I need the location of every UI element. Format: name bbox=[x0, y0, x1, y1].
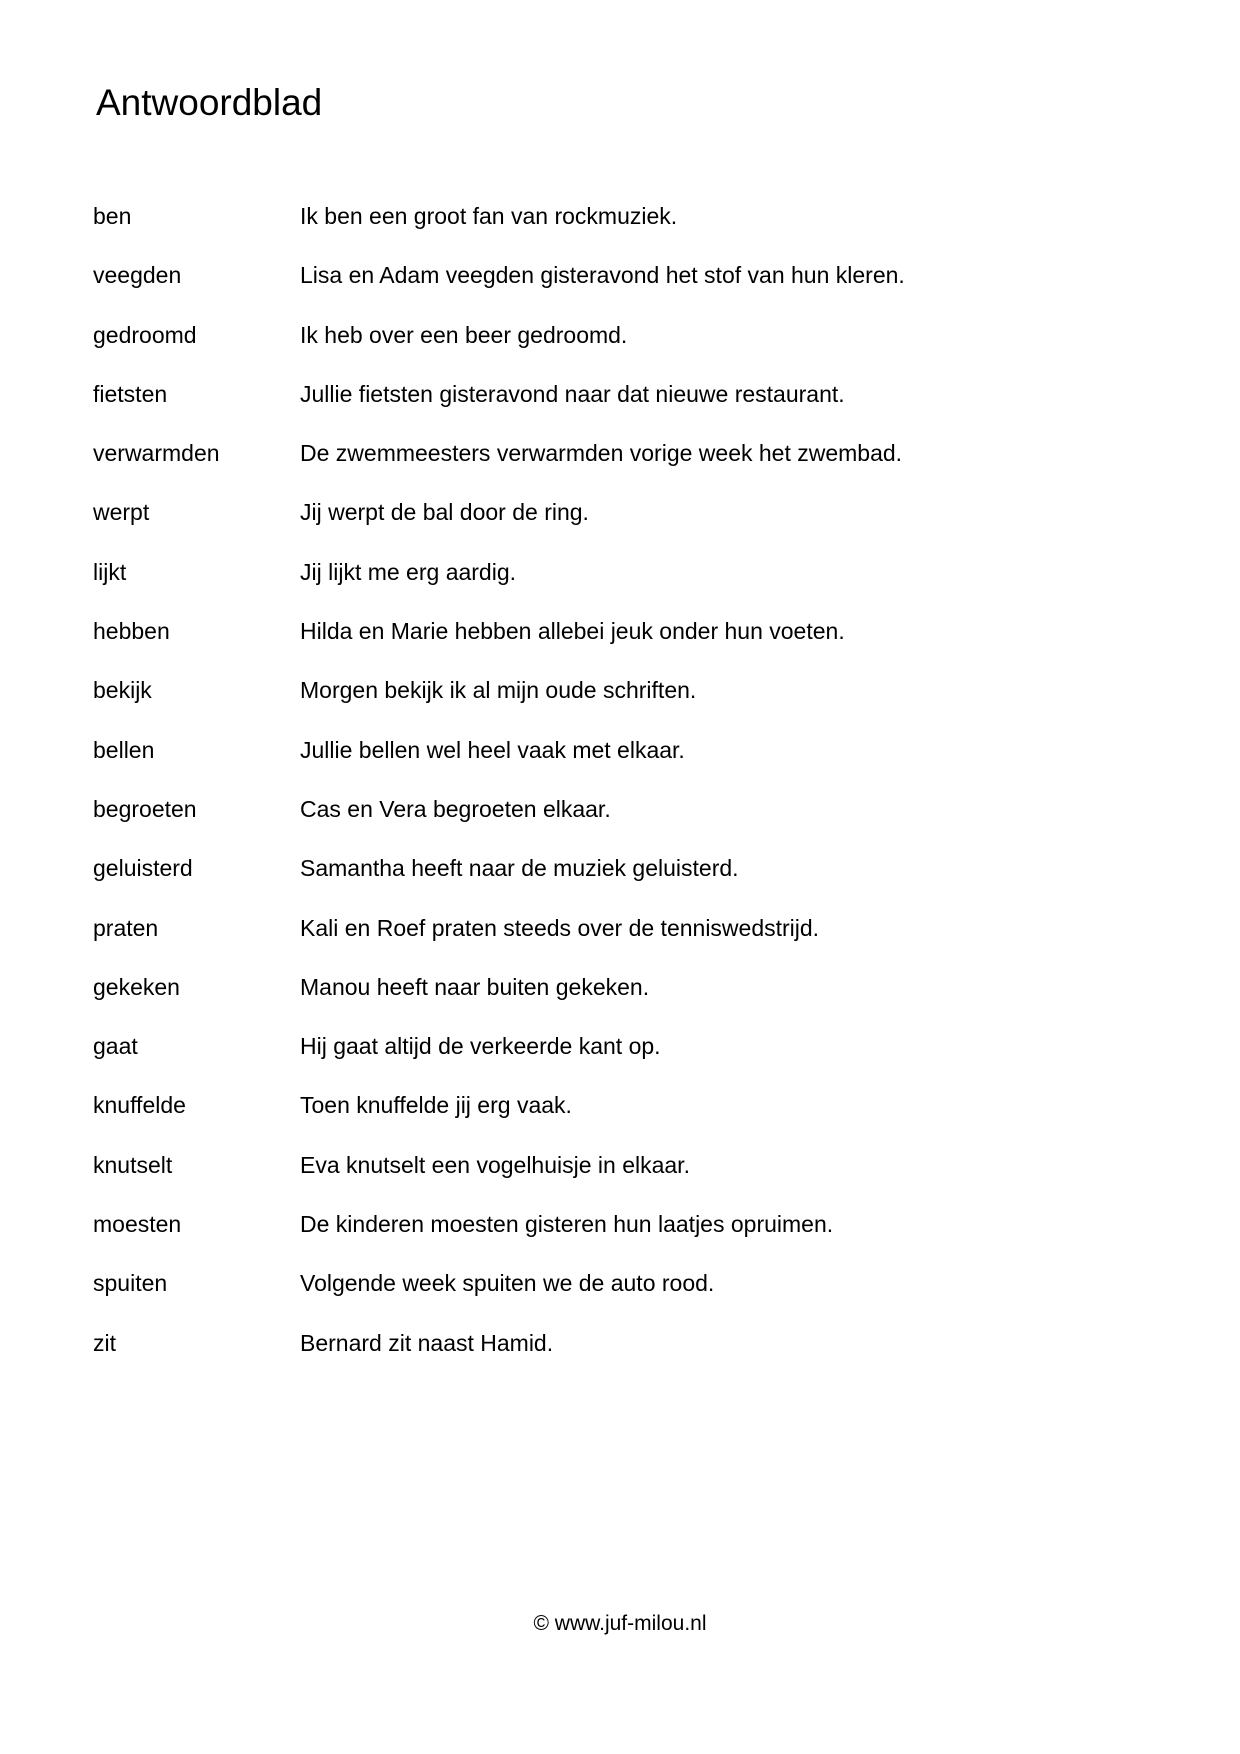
answer-sentence: Lisa en Adam veegden gisteravond het stof van hun kleren. bbox=[300, 262, 905, 289]
answer-sentence: Morgen bekijk ik al mijn oude schriften. bbox=[300, 677, 697, 704]
answer-row bbox=[93, 780, 1200, 839]
answer-word: gedroomd bbox=[93, 321, 197, 348]
answer-sentence: Volgende week spuiten we de auto rood. bbox=[300, 1270, 715, 1297]
answer-word: spuiten bbox=[93, 1270, 168, 1297]
answer-word: verwarmden bbox=[93, 440, 220, 467]
answer-row bbox=[93, 424, 1200, 483]
answer-sentence: Jij werpt de bal door de ring. bbox=[300, 499, 589, 526]
answer-row bbox=[93, 839, 1200, 898]
answer-row bbox=[93, 187, 1200, 246]
answer-row bbox=[93, 1254, 1200, 1313]
answer-word: knutselt bbox=[93, 1151, 173, 1178]
answer-word: bekijk bbox=[93, 677, 152, 704]
answer-sentence: Toen knuffelde jij erg vaak. bbox=[300, 1092, 572, 1119]
answer-row bbox=[93, 365, 1200, 424]
answer-sentence: Bernard zit naast Hamid. bbox=[300, 1329, 554, 1356]
answer-sentence: Jullie bellen wel heel vaak met elkaar. bbox=[300, 736, 685, 763]
answer-row bbox=[93, 543, 1200, 602]
answer-word: gaat bbox=[93, 1033, 138, 1060]
answer-word: begroeten bbox=[93, 795, 197, 822]
answer-word: knuffelde bbox=[93, 1092, 186, 1119]
answer-sentence: De kinderen moesten gisteren hun laatjes opruimen. bbox=[300, 1211, 834, 1238]
answer-row bbox=[93, 721, 1200, 780]
answer-sentence: Jullie fietsten gisteravond naar dat nieuwe restaurant. bbox=[300, 380, 845, 407]
answer-sentence: Kali en Roef praten steeds over de tenniswedstrijd. bbox=[300, 914, 820, 941]
answer-row bbox=[93, 1017, 1200, 1076]
answer-word: geluisterd bbox=[93, 855, 193, 882]
footer-credit: © www.juf-milou.nl bbox=[533, 1612, 707, 1635]
answer-row bbox=[93, 661, 1200, 720]
answer-list bbox=[93, 187, 1200, 1373]
answer-word: fietsten bbox=[93, 380, 168, 407]
answer-word: bellen bbox=[93, 736, 155, 763]
answer-row bbox=[93, 602, 1200, 661]
answer-sentence: Hij gaat altijd de verkeerde kant op. bbox=[300, 1033, 661, 1060]
answer-word: ben bbox=[93, 203, 132, 229]
answer-row bbox=[93, 1136, 1200, 1195]
answer-row bbox=[93, 246, 1200, 305]
answer-row bbox=[93, 1076, 1200, 1135]
answer-sentence: De zwemmeesters verwarmden vorige week het zwembad. bbox=[300, 440, 903, 467]
answer-word: zit bbox=[93, 1329, 116, 1356]
answer-word: veegden bbox=[93, 262, 182, 289]
answer-word: moesten bbox=[93, 1211, 182, 1238]
answer-row bbox=[93, 483, 1200, 542]
answer-sentence: Manou heeft naar buiten gekeken. bbox=[300, 973, 650, 1000]
answer-sentence: Eva knutselt een vogelhuisje in elkaar. bbox=[300, 1151, 690, 1178]
answer-sentence: Ik ben een groot fan van rockmuziek. bbox=[300, 203, 678, 229]
answer-row bbox=[93, 899, 1200, 958]
answer-word: lijkt bbox=[93, 558, 127, 585]
answer-sentence: Hilda en Marie hebben allebei jeuk onder hun voeten. bbox=[300, 618, 845, 645]
answer-row bbox=[93, 958, 1200, 1017]
answer-word: praten bbox=[93, 914, 159, 941]
page-title: Antwoordblad bbox=[96, 82, 323, 123]
answer-sentence: Samantha heeft naar de muziek geluisterd. bbox=[300, 855, 739, 882]
answer-word: hebben bbox=[93, 618, 170, 645]
answer-sentence: Cas en Vera begroeten elkaar. bbox=[300, 795, 611, 822]
answer-row bbox=[93, 1314, 1200, 1373]
answer-sentence: Ik heb over een beer gedroomd. bbox=[300, 321, 628, 348]
answer-row bbox=[93, 1195, 1200, 1254]
answer-word: werpt bbox=[93, 499, 150, 526]
answer-sentence: Jij lijkt me erg aardig. bbox=[300, 558, 517, 585]
answer-row bbox=[93, 306, 1200, 365]
answer-word: gekeken bbox=[93, 973, 180, 1000]
